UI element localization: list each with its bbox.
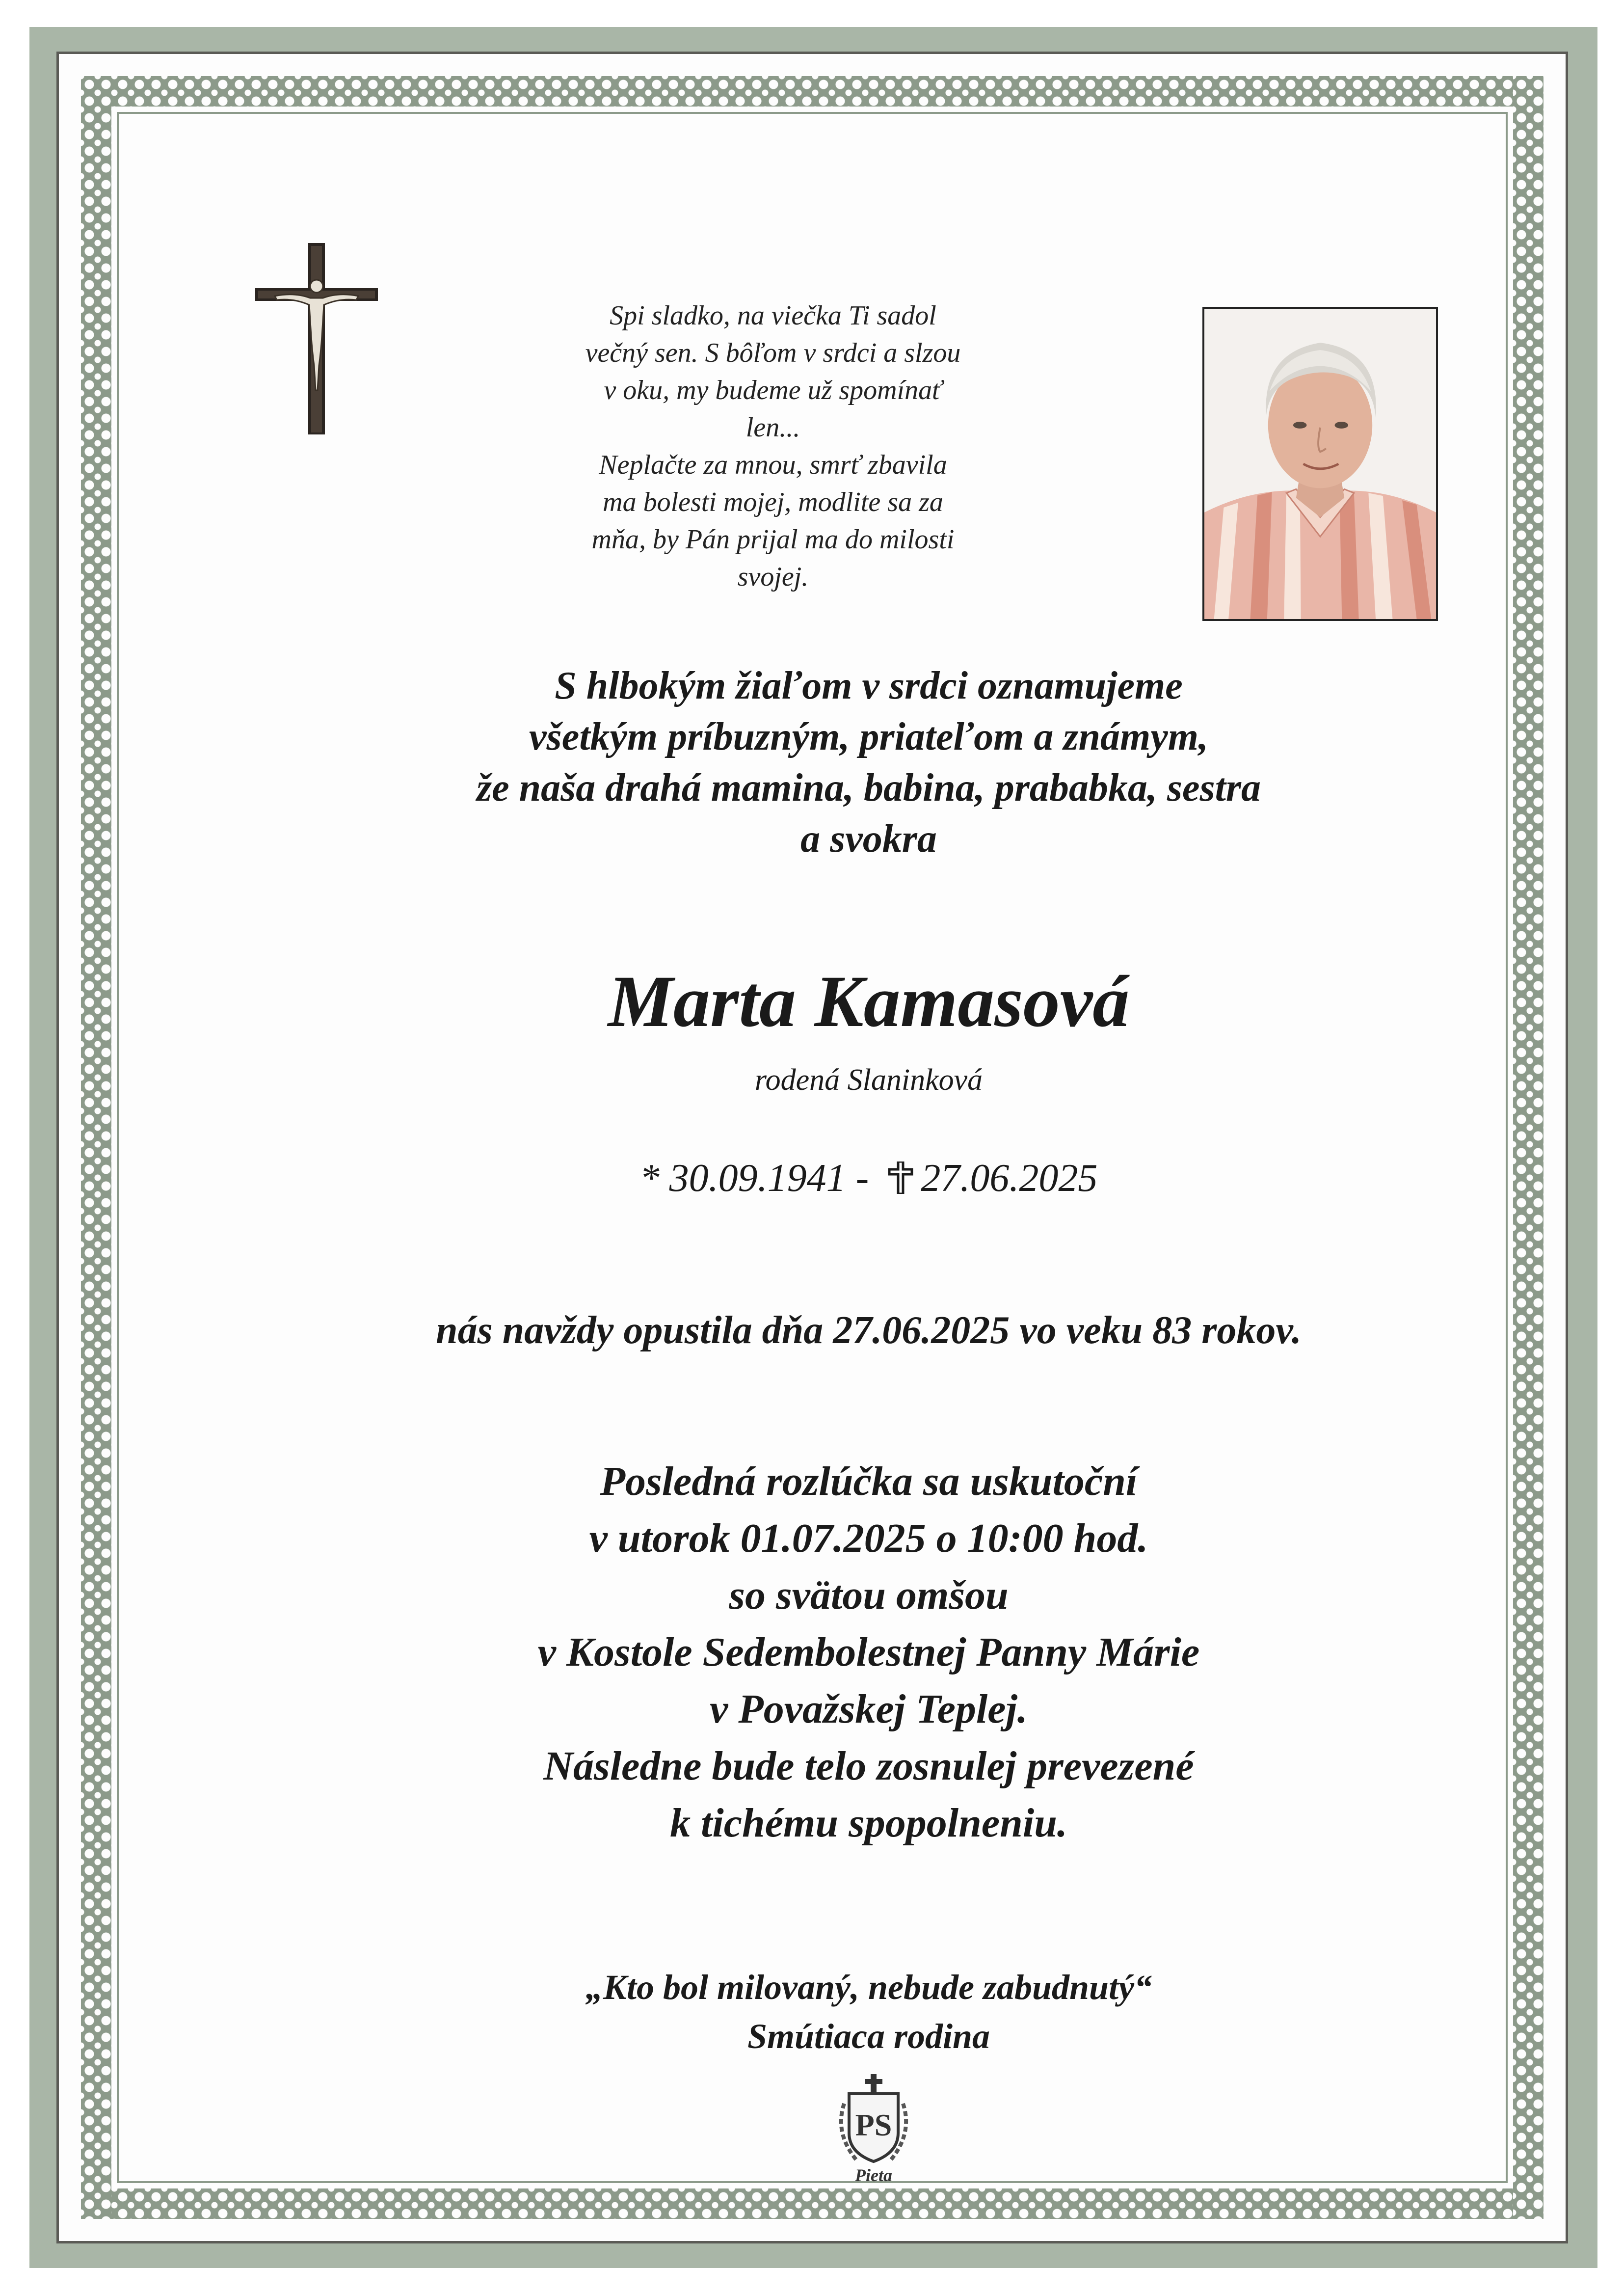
poem-line: Neplačte za mnou, smrť zbavila: [599, 450, 947, 480]
poem-line: svojej.: [737, 562, 809, 592]
funeral-line: Následne bude telo zosnulej prevezené: [543, 1743, 1194, 1789]
maiden-name: rodená Slaninková: [754, 1063, 983, 1097]
pieta-logo-icon: [829, 2074, 918, 2172]
announcement-line: S hlbokým žiaľom v srdci oznamujeme: [555, 664, 1183, 707]
departed-line: nás navždy opustila dňa 27.06.2025 vo veku 83 rokov.: [436, 1309, 1302, 1352]
funeral-line: v Kostole Sedembolestnej Panny Márie: [537, 1629, 1200, 1675]
poem-line: len...: [745, 412, 800, 443]
poem: [559, 297, 986, 595]
obituary-card: [59, 54, 1566, 2241]
logo-monogram: PS: [855, 2107, 892, 2142]
poem-line: ma bolesti mojej, modlite sa za: [603, 487, 943, 517]
funeral-line: v Považskej Teplej.: [710, 1686, 1028, 1732]
funeral-line: Posledná rozlúčka sa uskutoční: [600, 1459, 1138, 1504]
funeral-line: k tichému spopolneniu.: [670, 1800, 1067, 1846]
lace-border-left: [81, 76, 111, 2219]
closing-quote: „Kto bol milovaný, nebude zabudnutý“: [585, 1968, 1152, 2007]
announcement-line: že naša drahá mamina, babina, prababka, sestra: [476, 766, 1261, 810]
lace-border-right: [1513, 76, 1543, 2219]
crucifix-icon: [255, 243, 378, 434]
funeral-line: v utorok 01.07.2025 o 10:00 hod.: [589, 1515, 1148, 1561]
deceased-name: Marta Kamasová: [608, 961, 1130, 1042]
cross-icon: [887, 1162, 914, 1194]
poem-line: mňa, by Pán prijal ma do milosti: [591, 524, 955, 555]
poem-line: večný sen. S bôľom v srdci a slzou: [585, 338, 961, 368]
announcement-line: všetkým príbuzným, priateľom a známym,: [529, 715, 1208, 758]
lace-border-bottom: [81, 2188, 1543, 2219]
announcement-line: a svokra: [800, 817, 937, 861]
family-signature: Smútiaca rodina: [747, 2017, 990, 2056]
portrait-photo: [1202, 307, 1438, 621]
poem-line: v oku, my budeme už spomínať: [604, 375, 942, 405]
death-date: 27.06.2025: [921, 1157, 1098, 1200]
funeral-line: so svätou omšou: [729, 1572, 1009, 1618]
funeral-details: [255, 1453, 1482, 1852]
life-dates: [255, 1154, 1482, 1203]
lace-border-top: [81, 76, 1543, 107]
logo-name: Pieta: [855, 2165, 892, 2185]
birth-date: * 30.09.1941 -: [639, 1157, 869, 1200]
announcement: [255, 660, 1482, 864]
poem-line: Spi sladko, na viečka Ti sadol: [610, 300, 936, 331]
